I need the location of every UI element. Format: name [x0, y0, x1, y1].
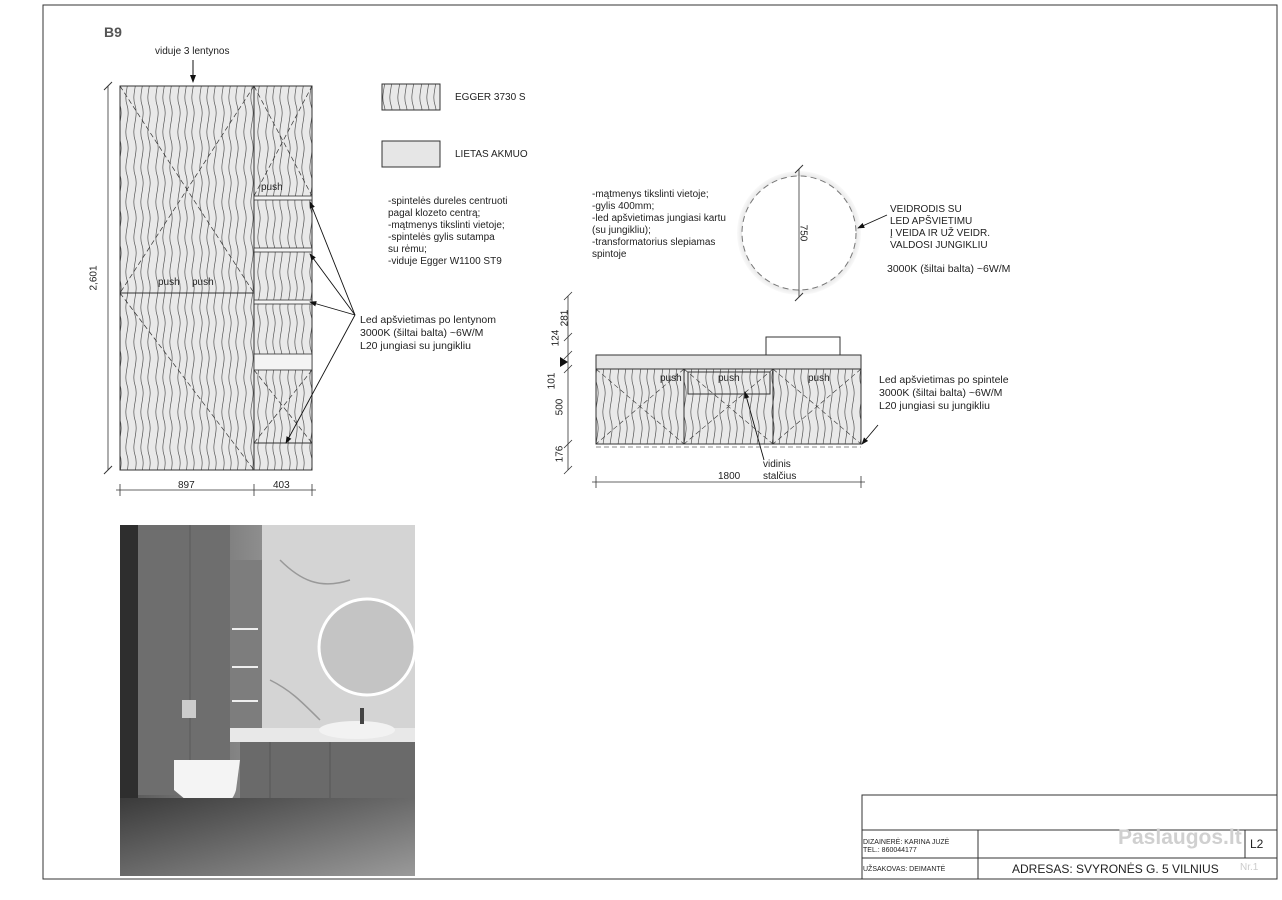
- mirror-spec: 3000K (šiltai balta) ~6W/M: [887, 263, 1011, 275]
- material-legend: [382, 84, 440, 167]
- designer-name: DIZAINERĖ: KARINA JUZĖ: [863, 839, 950, 846]
- legend-swatch-egger: [382, 84, 440, 110]
- vanity-dim-500: 500: [554, 398, 566, 416]
- cabinet-note: -spintelės dureles centruoti pagal klozeto centrą; -mątmenys tikslinti vietoje; -spintelės gylis sutampa su rėmu; -viduje Egger W1100 ST9: [388, 196, 508, 267]
- project-address: ADRESAS: SVYRONĖS G. 5 VILNIUS: [1012, 862, 1219, 876]
- page-number: L2: [1250, 837, 1264, 851]
- sheet-code: B9: [104, 24, 122, 40]
- vanity-dim-124: 124: [550, 329, 562, 347]
- vanity-dim-281: 281: [559, 309, 571, 327]
- tall-cabinet-elevation: [104, 60, 355, 496]
- legend-label-stone: LIETAS AKMUO: [455, 149, 528, 160]
- round-mirror: [737, 165, 887, 301]
- vanity-dim-176: 176: [554, 445, 566, 463]
- push-label: push: [718, 373, 740, 384]
- cabinet-width-right: 403: [273, 480, 290, 491]
- push-label: push: [808, 373, 830, 384]
- legend-label-egger: EGGER 3730 S: [455, 92, 526, 103]
- push-label: push: [192, 277, 214, 288]
- vanity-note: -mątmenys tikslinti vietoje; -gylis 400mm; -led apšvietimas jungiasi kartu (su jungikliu); -transformatorius slepiamas spintoje: [592, 189, 726, 260]
- cabinet-height-dimension: 2,601: [88, 265, 100, 291]
- push-label: push: [660, 373, 682, 384]
- client-name: UŽSAKOVAS: DEIMANTĖ: [863, 866, 946, 873]
- designer-phone: TEL.: 860044177: [863, 847, 917, 854]
- vanity-elevation: [560, 292, 878, 488]
- cabinet-led-note: Led apšvietimas po lentynom 3000K (šiltai balta) ~6W/M L20 jungiasi su jungikliu: [360, 314, 496, 352]
- legend-swatch-stone: [382, 141, 440, 167]
- vanity-dim-101: 101: [546, 372, 558, 390]
- drawer-label: vidinis stalčius: [763, 459, 797, 482]
- mirror-diameter: 750: [797, 224, 809, 242]
- watermark-suffix: Nr.1: [1240, 862, 1259, 873]
- cabinet-top-note: viduje 3 lentynos: [155, 46, 230, 57]
- mirror-note: VEIDRODIS SU LED APŠVIETIMU Į VEIDA IR UŽ VEIDR. VALDOSI JUNGIKLIU: [890, 204, 991, 251]
- push-label: push: [261, 182, 283, 193]
- vanity-led-note: Led apšvietimas po spintele 3000K (šiltai balta) ~6W/M L20 jungiasi su jungikliu: [879, 374, 1009, 412]
- vanity-width-dimension: 1800: [718, 471, 741, 482]
- push-label: push: [158, 277, 180, 288]
- bathroom-render: [120, 525, 415, 876]
- watermark-logo: Paslaugos.lt: [1118, 826, 1242, 849]
- cabinet-width-left: 897: [178, 480, 195, 491]
